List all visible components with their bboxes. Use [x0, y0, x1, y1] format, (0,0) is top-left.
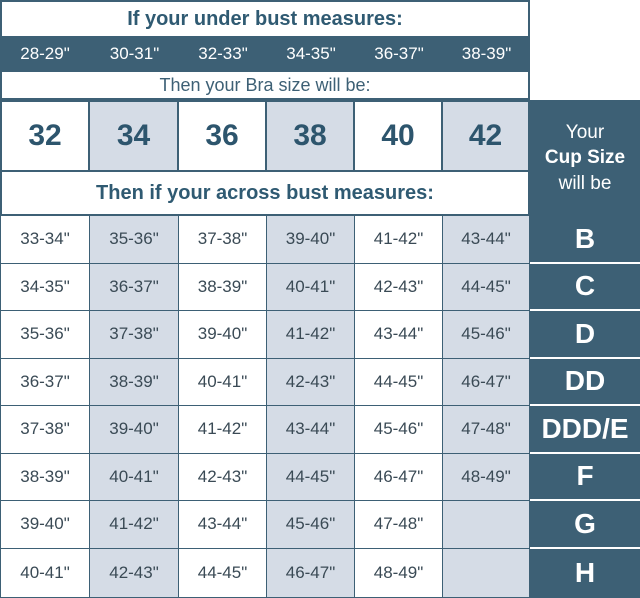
- measurement-cell: 42-43": [179, 454, 267, 502]
- measurement-cell: 44-45": [267, 454, 355, 502]
- table-row: [0, 264, 640, 312]
- table-row: [0, 501, 640, 549]
- table-row: [0, 311, 640, 359]
- cup-size-label: G: [530, 501, 640, 549]
- bra-size-title: Then your Bra size will be:: [0, 70, 530, 100]
- measurement-cell: 45-46": [267, 501, 355, 549]
- measurement-cell: 35-36": [0, 311, 90, 359]
- measurement-cell: 47-48": [443, 406, 530, 454]
- under-bust-title: If your under bust measures:: [0, 0, 530, 38]
- cup-size-label: B: [530, 216, 640, 264]
- cup-size-label: F: [530, 454, 640, 502]
- bra-size-value: 34: [90, 100, 179, 172]
- bra-sizes-row: [0, 100, 530, 172]
- cup-size-label: DDD/E: [530, 406, 640, 454]
- table-row: [0, 359, 640, 407]
- measurement-cell: 43-44": [179, 501, 267, 549]
- measurement-grid: [0, 216, 640, 598]
- measurement-cell: 39-40": [90, 406, 179, 454]
- measurement-cell: 45-46": [355, 406, 443, 454]
- bra-size-value: 38: [267, 100, 355, 172]
- table-row: [0, 406, 640, 454]
- under-bust-range: 38-39": [443, 38, 530, 70]
- measurement-cell: 44-45": [179, 549, 267, 598]
- measurement-cell: 39-40": [267, 216, 355, 264]
- measurement-cell: 33-34": [0, 216, 90, 264]
- measurement-cell: 48-49": [355, 549, 443, 598]
- measurement-cell: 41-42": [90, 501, 179, 549]
- measurement-cell: 34-35": [0, 264, 90, 312]
- measurement-cell: 42-43": [267, 359, 355, 407]
- measurement-cell: 43-44": [443, 216, 530, 264]
- table-row: [0, 454, 640, 502]
- measurement-cell: 44-45": [443, 264, 530, 312]
- cup-size-label: D: [530, 311, 640, 359]
- measurement-cell: 40-41": [267, 264, 355, 312]
- under-bust-range: 32-33": [179, 38, 267, 70]
- measurement-cell: 47-48": [355, 501, 443, 549]
- under-bust-range: 36-37": [355, 38, 443, 70]
- measurement-cell: 42-43": [90, 549, 179, 598]
- cup-header-line2: Cup Size: [544, 147, 626, 169]
- cup-header-line3: will be: [558, 172, 612, 194]
- measurement-cell: 46-47": [267, 549, 355, 598]
- measurement-cell: 45-46": [443, 311, 530, 359]
- measurement-cell: 37-38": [179, 216, 267, 264]
- bra-size-value: 36: [179, 100, 267, 172]
- measurement-cell: 42-43": [355, 264, 443, 312]
- cup-size-label: H: [530, 549, 640, 598]
- measurement-cell: 40-41": [179, 359, 267, 407]
- measurement-cell: 41-42": [355, 216, 443, 264]
- under-bust-range: 28-29": [0, 38, 90, 70]
- table-row: [0, 549, 640, 598]
- measurement-cell: 40-41": [0, 549, 90, 598]
- bra-size-value: 40: [355, 100, 443, 172]
- measurement-cell: 41-42": [267, 311, 355, 359]
- measurement-cell: 39-40": [179, 311, 267, 359]
- measurement-cell: 44-45": [355, 359, 443, 407]
- measurement-cell: [443, 501, 530, 549]
- measurement-cell: 38-39": [0, 454, 90, 502]
- measurement-cell: 36-37": [0, 359, 90, 407]
- measurement-cell: 43-44": [267, 406, 355, 454]
- measurement-cell: 40-41": [90, 454, 179, 502]
- under-bust-range: 30-31": [90, 38, 179, 70]
- measurement-cell: 35-36": [90, 216, 179, 264]
- measurement-cell: 46-47": [355, 454, 443, 502]
- under-bust-ranges-row: [0, 38, 530, 70]
- measurement-cell: 46-47": [443, 359, 530, 407]
- measurement-cell: 43-44": [355, 311, 443, 359]
- measurement-cell: 37-38": [0, 406, 90, 454]
- measurement-cell: [443, 549, 530, 598]
- measurement-cell: 37-38": [90, 311, 179, 359]
- measurement-cell: 48-49": [443, 454, 530, 502]
- under-bust-range: 34-35": [267, 38, 355, 70]
- measurement-cell: 39-40": [0, 501, 90, 549]
- bra-size-value: 32: [0, 100, 90, 172]
- measurement-cell: 41-42": [179, 406, 267, 454]
- measurement-cell: 38-39": [90, 359, 179, 407]
- across-bust-title: Then if your across bust measures:: [0, 172, 530, 216]
- measurement-cell: 36-37": [90, 264, 179, 312]
- cup-size-header: [530, 100, 640, 216]
- cup-header-line1: Your: [565, 121, 605, 143]
- measurement-cell: 38-39": [179, 264, 267, 312]
- table-row: [0, 216, 640, 264]
- cup-size-label: DD: [530, 359, 640, 407]
- cup-size-label: C: [530, 264, 640, 312]
- bra-size-value: 42: [443, 100, 530, 172]
